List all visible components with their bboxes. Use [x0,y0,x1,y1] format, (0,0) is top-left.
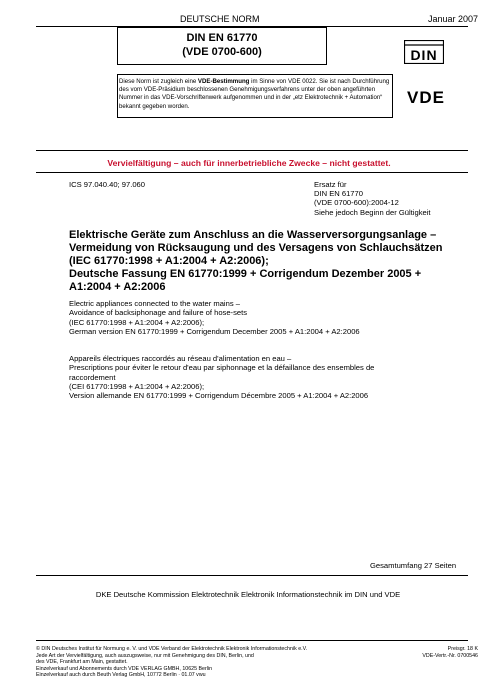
dke-commission: DKE Deutsche Kommission Elektrotechnik Elektronik Informationstechnik im DIN und VDE [95,590,401,599]
warning-rule-bottom [36,172,468,173]
title-french [69,354,469,400]
footer-line: © DIN Deutsches Institut für Normung e. V. und VDE Verband der Elektrotechnik Elektronik Informationstechnik e.V. [36,646,308,652]
price-group: Preisgr. 18 K [447,646,478,652]
title-line: Version allemande EN 61770:1999 + Corrigendum Décembre 2005 + A1:2004 + A2:2006 [69,391,369,401]
footer-line: Jede Art der Vervielfältigung, auch auszugsweise, nur mit Genehmigung des DIN, Berlin, und [36,652,254,659]
vde-note-prefix: Diese Norm ist zugleich eine [119,78,198,85]
vde-logo [394,88,458,106]
footer-line: des VDE, Frankfurt am Main, gestattet. [36,659,128,665]
replacement-line: Siehe jedoch Beginn der Gültigkeit [314,207,431,217]
title-line: raccordement [69,372,116,382]
replacement-line: Ersatz für [314,180,347,189]
footer-line: Einzelverkauf auch durch Beuth Verlag GmbH, 10772 Berlin · 01.07 vwu [36,672,206,678]
title-line: Elektrische Geräte zum Anschluss an die Wasserversorgungsanlage – [69,229,437,241]
title-line: Appareils électriques raccordés au réseau d'alimentation en eau – [69,354,292,363]
replacement-line: DIN EN 61770 [314,189,363,199]
price-info [402,646,478,660]
copy-warning: Vervielfältigung – auch für innerbetriebliche Zwecke – nicht gestattet. [107,158,391,168]
vde-logo-text: VDE [407,88,445,106]
title-line: A1:2004 + A2:2006 [69,281,166,294]
title-line: Vermeidung von Rücksaugung und des Versagens von Schlauchsätzen [69,242,443,255]
vde-note [119,78,391,111]
din-logo-text: DIN [410,47,438,63]
title-line: German version EN 61770:1999 + Corrigendum December 2005 + A1:2004 + A2:2006 [69,326,360,336]
dke-rule-top [36,575,468,576]
vde-contract-number: VDE-Vertr.-Nr. 0700546 [422,653,478,659]
copyright-footer [36,646,416,679]
ics-codes: ICS 97.040.40; 97.060 [69,180,145,189]
document-type-label: DEUTSCHE NORM [180,14,260,24]
replacement-info [314,180,464,217]
footer-rule [36,640,468,641]
footer-line: Einzelverkauf und Abonnements durch VDE VERLAG GMBH, 10625 Berlin [36,665,213,672]
title-line: Avoidance of backsiphonage and failure of hose-sets [69,308,248,318]
title-german [69,229,469,294]
warning-rule-top [36,150,468,151]
total-pages: Gesamtumfang 27 Seiten [370,561,457,570]
title-line: (CEI 61770:1998 + A1:2004 + A2:2006); [69,381,205,391]
replacement-line: (VDE 0700-600):2004-12 [314,198,399,208]
publication-date: Januar 2007 [428,14,479,24]
vde-classification-number: (VDE 0700-600) [182,46,262,58]
title-line: Deutsche Fassung EN 61770:1999 + Corrigendum Dezember 2005 + [69,268,422,281]
title-line: Prescriptions pour éviter le retour d'eau par siphonnage et la défaillance des ensembles de [69,363,375,373]
title-line: (IEC 61770:1998 + A1:2004 + A2:2006); [69,317,205,327]
din-logo [404,40,444,64]
standard-number: DIN EN 61770 [186,32,258,44]
title-english [69,299,469,336]
vde-note-bold: VDE-Bestimmung [197,78,250,85]
title-line: Electric appliances connected to the water mains – [69,299,240,308]
title-line: (IEC 61770:1998 + A1:2004 + A2:2006); [69,255,269,268]
vde-note-suffix: im Sinne von VDE 0022. Sie ist nach Durchführung des vom VDE-Präsidium beschlossenen Genehmigungsverfahrens unter der oben angeführten Nummer in das VDE-Vorschriftenwerk aufgenommen und in der „etz Elektrotechnik + Automation“ bekannt gegeben worden. [119,78,390,110]
